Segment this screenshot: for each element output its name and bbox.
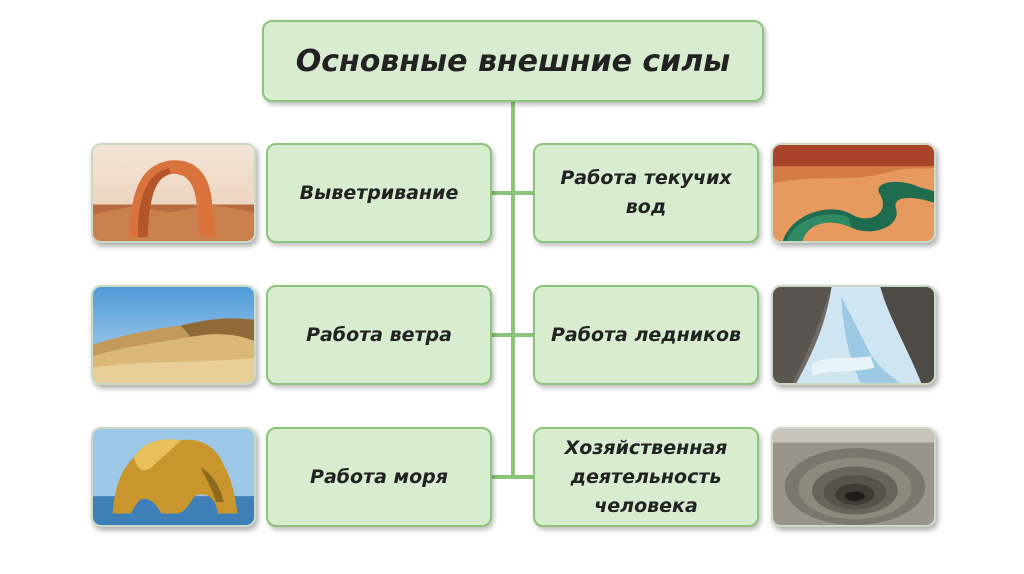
diagram-title: Основные внешние силы bbox=[295, 43, 731, 79]
box-sea bbox=[266, 427, 492, 527]
label-glaciers: Работа ледников bbox=[550, 323, 742, 346]
label-sea: Работа моря bbox=[310, 465, 448, 488]
title-box bbox=[262, 20, 764, 102]
river-canyon-image bbox=[771, 143, 936, 243]
open-pit-mine-image bbox=[771, 427, 936, 527]
label-weathering: Выветривание bbox=[299, 181, 459, 204]
sea-rock-image bbox=[91, 427, 256, 527]
box-wind bbox=[266, 285, 492, 385]
connector-row-1 bbox=[492, 191, 533, 195]
connector-row-3 bbox=[492, 475, 533, 479]
label-running-water: Работа текучих вод bbox=[560, 167, 732, 218]
label-wind: Работа ветра bbox=[306, 323, 452, 346]
sand-dunes-image bbox=[91, 285, 256, 385]
box-glaciers bbox=[533, 285, 759, 385]
glacier-image bbox=[771, 285, 936, 385]
box-human-activity bbox=[533, 427, 759, 527]
label-human-activity: Хозяйственная деятельность человека bbox=[564, 436, 728, 517]
box-running-water bbox=[533, 143, 759, 243]
box-weathering bbox=[266, 143, 492, 243]
rock-arch-image bbox=[91, 143, 256, 243]
connector-row-2 bbox=[492, 333, 533, 337]
trunk-connector bbox=[511, 101, 515, 477]
